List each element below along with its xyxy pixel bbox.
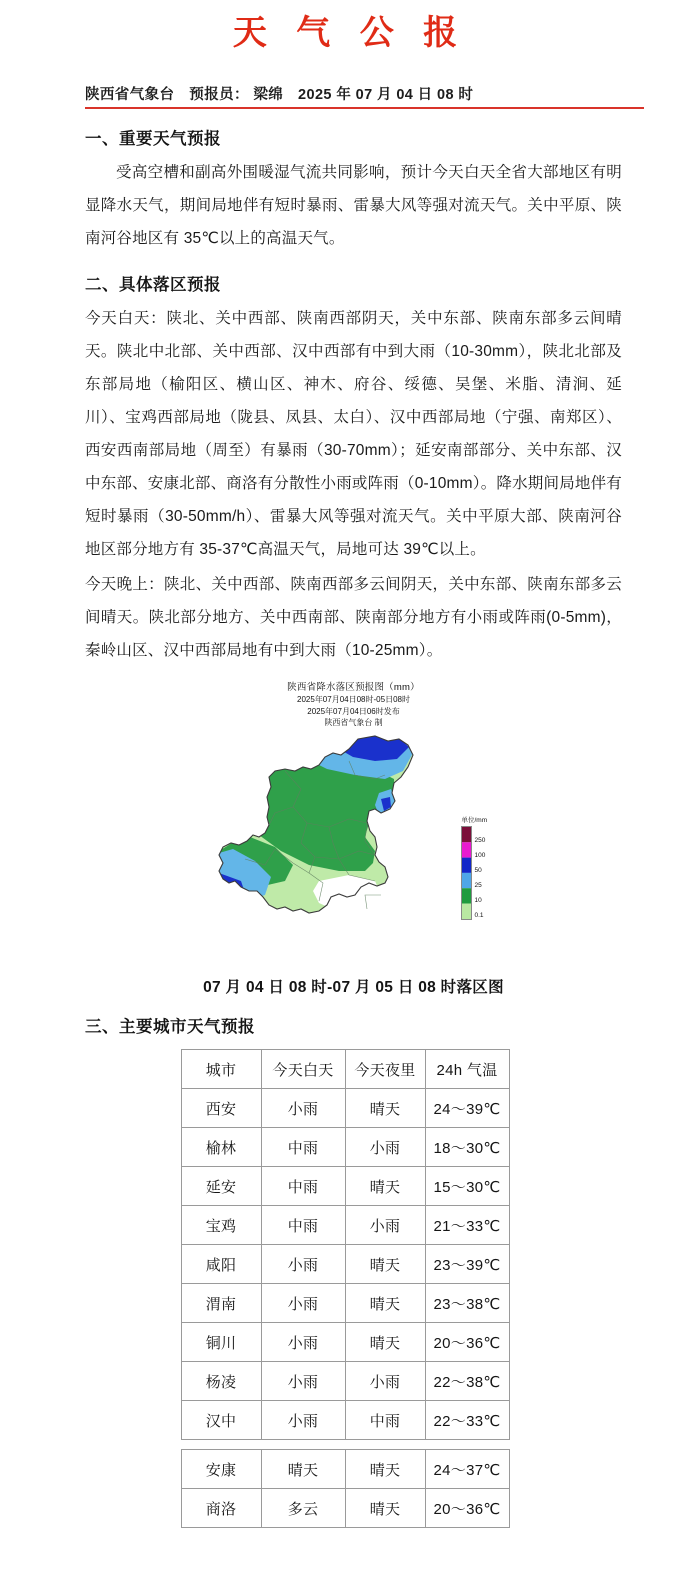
table-row <box>181 1362 509 1401</box>
cell-city: 铜川 <box>181 1323 261 1362</box>
table-row <box>181 1206 509 1245</box>
document-body <box>85 125 622 1038</box>
cell-city: 延安 <box>181 1167 261 1206</box>
cell-city: 西安 <box>181 1089 261 1128</box>
byline-text: 陕西省气象台 预报员： 梁绵 2025 年 07 月 04 日 08 时 <box>85 86 474 103</box>
section-heading-1: 一、重要天气预报 <box>85 129 221 148</box>
table-row <box>181 1401 509 1440</box>
figure-caption: 07 月 04 日 08 时-07 月 05 日 08 时落区图 <box>203 979 504 997</box>
cell-temp: 24～39℃ <box>425 1089 509 1128</box>
column-header-day: 今天白天 <box>261 1050 345 1089</box>
cell-night: 晴天 <box>345 1245 425 1284</box>
legend-label-10: 10 <box>474 897 482 905</box>
legend-labels <box>475 826 505 918</box>
map-heading-block <box>85 681 622 730</box>
cell-temp: 20～36℃ <box>425 1489 509 1528</box>
cell-temp: 22～33℃ <box>425 1401 509 1440</box>
cell-night: 小雨 <box>345 1128 425 1167</box>
cell-night: 晴天 <box>345 1089 425 1128</box>
cell-day: 小雨 <box>261 1401 345 1440</box>
cell-night: 晴天 <box>345 1167 425 1206</box>
cell-temp: 23～39℃ <box>425 1245 509 1284</box>
legend-label-100: 100 <box>474 852 486 860</box>
table-row <box>181 1089 509 1128</box>
map-area <box>189 731 519 961</box>
column-header-temp: 24h 气温 <box>425 1050 509 1089</box>
cell-day: 小雨 <box>261 1089 345 1128</box>
cell-temp: 20～36℃ <box>425 1323 509 1362</box>
city-forecast-table-container <box>0 1049 690 1528</box>
section-2-paragraph-2: 今天晚上：陕北、关中西部、陕南西部多云间阴天，关中东部、陕南东部多云间晴天。陕北部分地方、关中西南部、陕南部分地方有小雨或阵雨(0-5mm)，秦岭山区、汉中西部局地有中到大雨（10-25mm）。 <box>85 575 622 659</box>
legend-label-25: 25 <box>474 882 482 890</box>
cell-city: 渭南 <box>181 1284 261 1323</box>
cell-day: 小雨 <box>261 1323 345 1362</box>
table-row <box>181 1489 509 1528</box>
page-title: 天 气 公 报 <box>232 14 468 52</box>
table-row <box>181 1284 509 1323</box>
table-row <box>181 1450 509 1489</box>
cell-night: 晴天 <box>345 1323 425 1362</box>
column-header-night: 今天夜里 <box>345 1050 425 1089</box>
section-2-paragraph-1: 今天白天：陕北、关中西部、陕南西部阴天，关中东部、陕南东部多云间晴天。陕北中北部、关中西部、汉中西部有中到大雨（10-30mm），陕北北部及东部局地（榆阳区、横山区、神木、府谷、绥德、吴堡、米脂、清涧、延川）、宝鸡西部局地（陇县、凤县、太白）、汉中西部局地（宁强、南郑区）、西安西南部局地（周至）有暴雨（30-70mm）；延安南部部分、关中东部、汉中东部、安康北部、商洛有分散性小雨或阵雨（0-10mm）。降水期间局地伴有短时暴雨（30-50mm/h）、雷暴大风等强对流天气。关中平原大部、陕南河谷地区部分地方有 35-37℃高温天气，局地可达 39℃以上。 <box>85 309 622 558</box>
table-row <box>181 1323 509 1362</box>
legend-color-bar <box>461 826 472 920</box>
table-header-row <box>181 1050 509 1089</box>
table-row <box>181 1167 509 1206</box>
table-body <box>181 1089 509 1528</box>
table-section-separator <box>181 1440 509 1450</box>
section-heading-2: 二、具体落区预报 <box>85 275 221 294</box>
cell-day: 小雨 <box>261 1362 345 1401</box>
cell-day: 中雨 <box>261 1167 345 1206</box>
cell-temp: 15～30℃ <box>425 1167 509 1206</box>
column-header-city: 城市 <box>181 1050 261 1089</box>
table-row <box>181 1245 509 1284</box>
map-heading-line-2: 2025年07月04日08时-05日08时 <box>297 695 410 705</box>
section-heading-3: 三、主要城市天气预报 <box>85 1018 255 1037</box>
cell-city: 商洛 <box>181 1489 261 1528</box>
cell-temp: 22～38℃ <box>425 1362 509 1401</box>
legend-title: 单位/mm <box>461 817 488 825</box>
cell-day: 小雨 <box>261 1245 345 1284</box>
cell-city: 杨凌 <box>181 1362 261 1401</box>
legend-gradient <box>462 827 471 919</box>
cell-temp: 18～30℃ <box>425 1128 509 1167</box>
legend-label-50: 50 <box>474 867 482 875</box>
map-heading-line-3: 2025年07月04日06时发布 <box>307 706 400 716</box>
cell-city: 榆林 <box>181 1128 261 1167</box>
map-heading-line-4: 陕西省气象台 制 <box>324 718 383 728</box>
cell-day: 晴天 <box>261 1450 345 1489</box>
byline-container <box>85 83 644 109</box>
legend-label-250: 250 <box>474 837 486 845</box>
table-row <box>181 1128 509 1167</box>
cell-night: 晴天 <box>345 1450 425 1489</box>
map-legend <box>461 815 513 920</box>
cell-city: 宝鸡 <box>181 1206 261 1245</box>
legend-label-0.1: 0.1 <box>474 912 484 920</box>
map-heading-line-1: 陕西省降水落区预报图（mm） <box>287 681 420 693</box>
cell-night: 晴天 <box>345 1284 425 1323</box>
cell-night: 晴天 <box>345 1489 425 1528</box>
cell-night: 小雨 <box>345 1362 425 1401</box>
section-1-paragraph-1: 受高空槽和副高外围暖湿气流共同影响，预计今天白天全省大部地区有明显降水天气，期间局地伴有短时暴雨、雷暴大风等强对流天气。关中平原、陕南河谷地区有 35℃以上的高温天气。 <box>85 163 622 247</box>
cell-day: 中雨 <box>261 1128 345 1167</box>
cell-city: 汉中 <box>181 1401 261 1440</box>
cell-day: 小雨 <box>261 1284 345 1323</box>
cell-city: 咸阳 <box>181 1245 261 1284</box>
cell-temp: 24～37℃ <box>425 1450 509 1489</box>
cell-night: 小雨 <box>345 1206 425 1245</box>
cell-temp: 23～38℃ <box>425 1284 509 1323</box>
cell-day: 多云 <box>261 1489 345 1528</box>
city-forecast-table <box>181 1049 510 1528</box>
cell-day: 中雨 <box>261 1206 345 1245</box>
legend-body <box>461 826 513 920</box>
precipitation-map-figure <box>85 681 622 998</box>
cell-night: 中雨 <box>345 1401 425 1440</box>
cell-temp: 21～33℃ <box>425 1206 509 1245</box>
cell-city: 安康 <box>181 1450 261 1489</box>
